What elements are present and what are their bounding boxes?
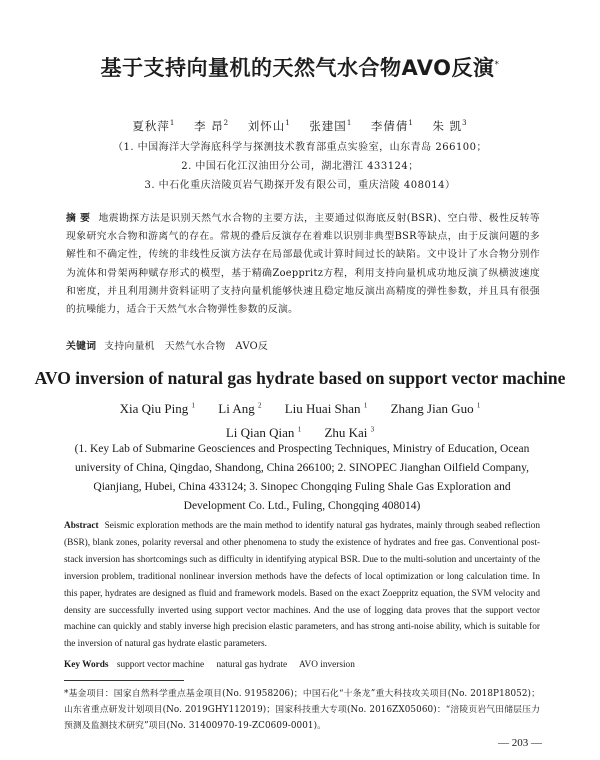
keyword: natural gas hydrate (216, 660, 288, 670)
chinese-keywords-label: 关键词 (66, 341, 97, 352)
author: Liu Huai Shan $^1$ (284, 401, 368, 417)
chinese-abstract (66, 210, 540, 319)
author: Zhang Jian Guo $^1$ (390, 401, 481, 417)
chinese-title (40, 52, 560, 82)
english-keywords-label: Key Words (64, 660, 109, 670)
author: 李 昂$^2$ (193, 119, 230, 133)
chinese-title-text: 基于支持向量机的天然气水合物AVO反演 (100, 56, 495, 80)
chinese-affiliation-2: 2. 中国石化江汉油田分公司，湖北潜江 433124； (181, 161, 419, 172)
chinese-keywords-text: 支持向量机 天然气水合物 AVO反 (104, 341, 269, 352)
footnote-divider (64, 680, 184, 681)
chinese-keywords (66, 338, 540, 352)
author: Zhu Kai $^3$ (324, 424, 375, 440)
author: 刘怀山$^1$ (247, 119, 291, 133)
keyword: AVO inversion (298, 660, 355, 670)
chinese-affiliation-3: 3. 中石化重庆涪陵页岩气勘探开发有限公司，重庆涪陵 408014） (144, 180, 456, 191)
author: 夏秋萍$^1$ (132, 119, 176, 133)
chinese-abstract-text: 地震勘探方法是识别天然气水合物的主要方法，主要通过似海底反射(BSR)、空白带、极性反转等现象研究水合物和游离气的存在。常规的叠后反演存在着难以识别非典型BSR等缺点，由于反演问题的多解性和不确定性，传统的非线性反演方法存在局部最优或计算时间过长的缺陷。文中设计了水合物分别作为流体和骨架两种赋存形式的模型，基于精确Zoeppritz方程，利用支持向量机成功地反演了纵横波速度和密度，并且利用测井资料证明了支持向量机能够快速且稳定地反演出高精度的弹性参数，并且具有很强的抗噪能力，适合于天然气水合物弹性参数的反演。 (66, 213, 540, 316)
author: 李倩倩$^1$ (370, 119, 414, 133)
funding-footnote: *基金项目：国家自然科学重点基金项目(No. 91958206)；中国石化“十条龙”重大科技攻关项目(No. 2018P18052)；山东省重点研发计划项目(No. 2019GHY112019)；国家科技重大专项(No. 2016ZX05060)：“涪陵页岩气田储层压力预测及监测技术研究”项目(No. 31400970-19-ZC0609-0001)。 (64, 689, 540, 731)
chinese-authors (40, 118, 560, 134)
keyword: support vector machine (116, 660, 205, 670)
author: 张建国$^1$ (309, 119, 353, 133)
english-abstract-label: Abstract (64, 521, 99, 531)
english-title: AVO inversion of natural gas hydrate based on support vector machine (34, 368, 566, 388)
author: Li Qian Qian $^1$ (225, 424, 302, 440)
title-footnote-mark: * (494, 60, 500, 70)
english-authors (60, 396, 540, 443)
author: 朱 凯$^3$ (432, 119, 468, 133)
author: Li Ang $^2$ (218, 401, 262, 417)
english-authors-line-1 (60, 396, 540, 419)
english-keywords (64, 660, 540, 670)
page-number: — 203 — (498, 737, 542, 749)
chinese-affiliation-1: （1. 中国海洋大学海底科学与探测技术教育部重点实验室，山东青岛 266100； (112, 142, 488, 153)
english-affiliation: (1. Key Lab of Submarine Geosciences and Prospecting Techniques, Ministry of Education, Ocean university of China, Qingdao, Shandong, China 266100; 2. SINOPEC Jianghan Oilfield Company, Qianjiang, Hubei, China 433124; 3. Sinopec Chongqing Fuling Shale Gas Exploration and Development Co. Ltd., Fuling, Chongqing 408014) (74, 443, 530, 512)
author: Xia Qiu Ping $^1$ (119, 401, 195, 417)
chinese-abstract-label: 摘 要 (66, 213, 91, 224)
english-abstract-text: Seismic exploration methods are the main method to identify natural gas hydrates, mainly through seabed reflection (BSR), blank zones, polarity reversal and other phenomena to study the existence of hydrates and free gas. Conventional post-stack inversion has shortcomings such as difficulty in identifying atypical BSR. Due to the multi-solution and uncertainty of the inversion problem, traditional nonlinear inversion methods have the defects of local optimization or long calculation time. In this paper, hydrates are designed as fluid and framework models. Based on the exact Zoeppritz equation, the SVM velocity and density are successfully inverted using support vector machines. And the use of logging data proves that the support vector machine can quickly and stably inverse high precision elastic parameters, and has strong anti-noise ability, which is suitable for the inversion of natural gas hydrate elastic parameters. (64, 521, 540, 650)
english-abstract (64, 518, 540, 653)
